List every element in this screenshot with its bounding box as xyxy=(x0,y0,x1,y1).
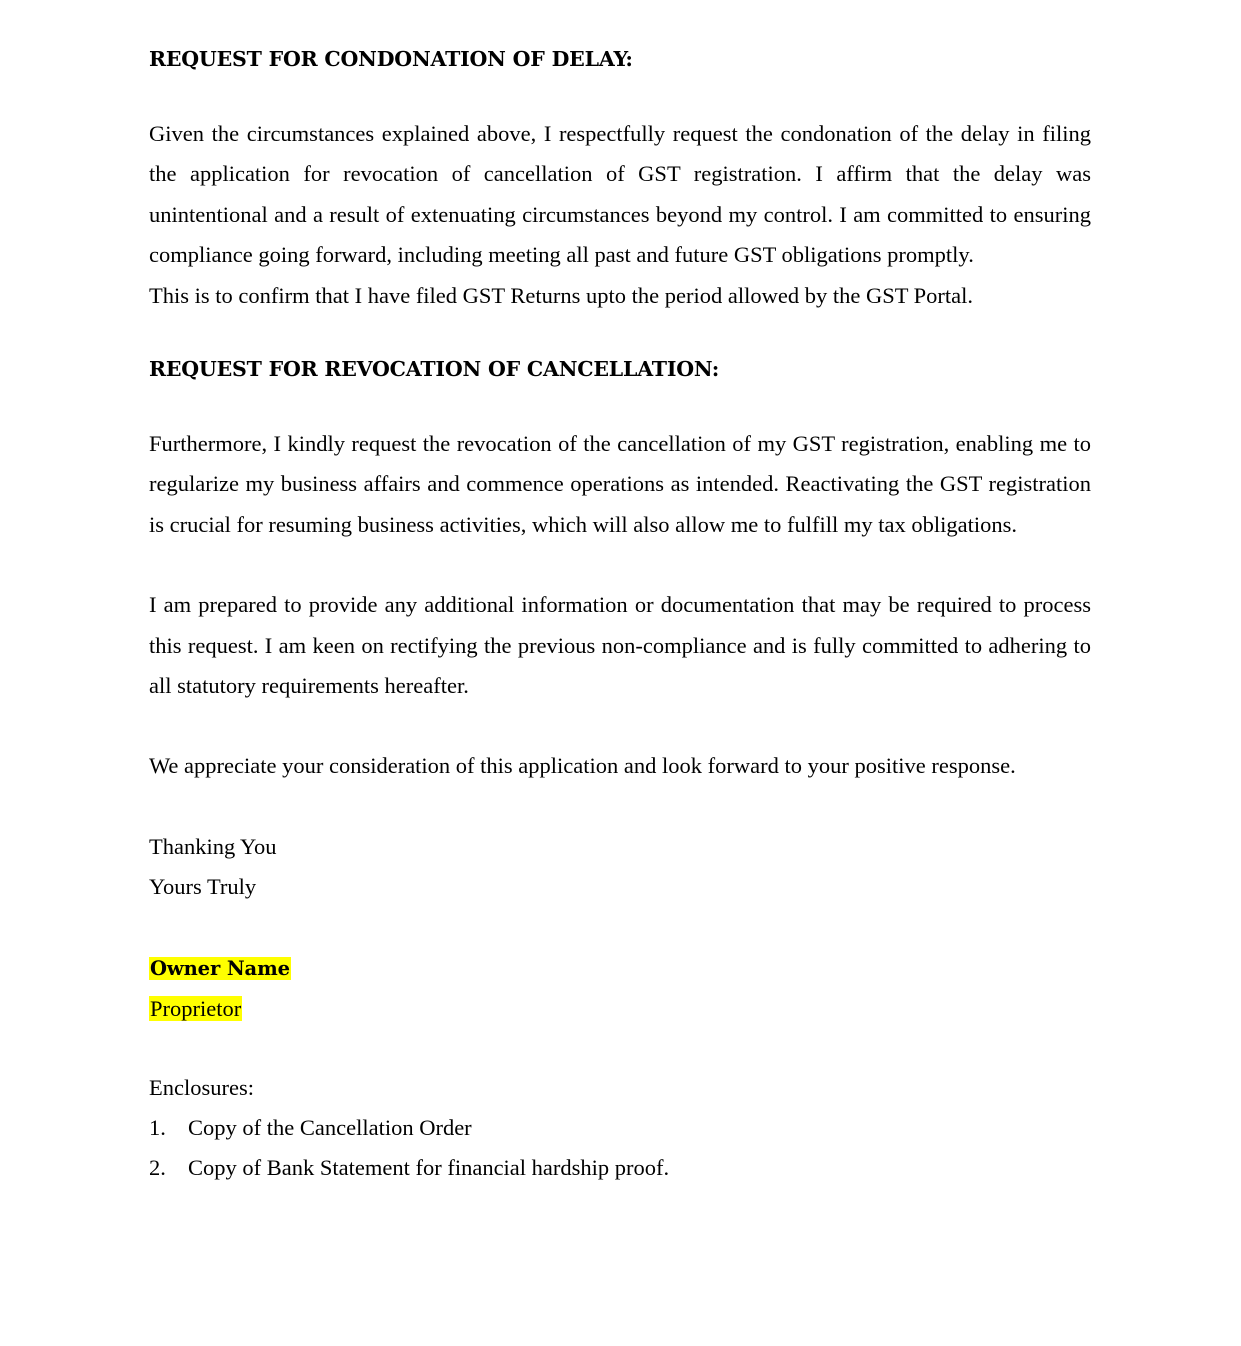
spacer xyxy=(149,545,1091,585)
condonation-heading: REQUEST FOR CONDONATION OF DELAY: xyxy=(149,47,633,71)
list-item xyxy=(149,1148,1091,1188)
returns-confirmation-line: This is to confirm that I have filed GST Returns upto the period allowed by the GST Portal. xyxy=(149,282,974,308)
revocation-heading: REQUEST FOR REVOCATION OF CANCELLATION: xyxy=(149,357,720,382)
list-item-text: Copy of Bank Statement for financial hardship proof. xyxy=(188,1155,670,1181)
spacer xyxy=(149,1030,1091,1068)
revocation-paragraph: Furthermore, I kindly request the revocation of the cancellation of my GST registration, enabling me to regularize my business affairs and commence operations as intended. Reactivating the GST registration is crucial for resuming business activities, which will also allow me to fulfill my tax obligations. xyxy=(149,431,1091,537)
spacer xyxy=(149,706,1091,746)
signature-name: Owner Name xyxy=(150,956,290,980)
condonation-paragraph: Given the circumstances explained above, I respectfully request the condonation of the delay in filing the application for revocation of cancellation of GST registration. I affirm that the delay was unintentional and a result of extenuating circumstances beyond my control. I am committed to ensuring compliance going forward, including meeting all past and future GST obligations promptly. xyxy=(149,121,1091,268)
spacer xyxy=(149,787,1091,827)
spacer xyxy=(149,908,1091,948)
signature-designation: Proprietor xyxy=(150,996,242,1022)
signature-name-line xyxy=(149,948,1091,989)
spacer xyxy=(149,74,1091,114)
closing-thanks: Thanking You xyxy=(149,833,277,859)
additional-information-paragraph: I am prepared to provide any additional information or documentation that may be required to process this request. I am keen on rectifying the previous non-compliance and is fully committed to adhering to all statutory requirements hereafter. xyxy=(149,592,1091,699)
document-body xyxy=(149,44,1091,1189)
spacer xyxy=(149,316,1091,354)
signature-block xyxy=(149,948,1091,1030)
enclosures-list xyxy=(149,1108,1091,1189)
appreciation-paragraph: We appreciate your consideration of this application and look forward to your positive response. xyxy=(149,753,1016,779)
list-item-text: Copy of the Cancellation Order xyxy=(188,1114,472,1140)
enclosures-label: Enclosures: xyxy=(149,1074,254,1100)
signature-designation-line xyxy=(149,989,1091,1029)
list-item-number: 1. xyxy=(149,1114,166,1140)
closing-valediction: Yours Truly xyxy=(149,874,257,900)
list-item xyxy=(149,1108,1091,1148)
spacer xyxy=(149,384,1091,424)
list-item-number: 2. xyxy=(149,1155,166,1181)
